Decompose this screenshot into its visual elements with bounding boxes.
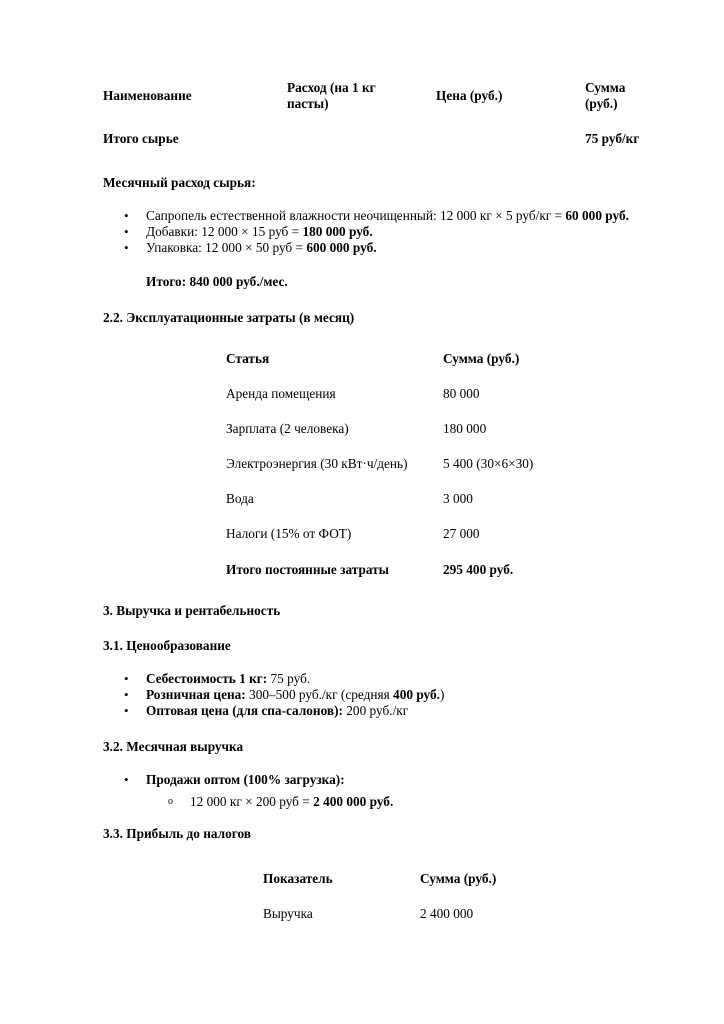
list-item: • Упаковка: 12 000 × 50 руб = 600 000 руб. xyxy=(122,240,662,256)
top-table-total-label: Итого сырье xyxy=(103,131,179,146)
list-item: • Добавки: 12 000 × 15 руб = 180 000 руб. xyxy=(122,224,662,240)
op-costs-total-label: Итого постоянные затраты xyxy=(226,562,390,577)
op-costs-header-item: Статья xyxy=(226,351,270,366)
monthly-raw-heading: Месячный расход сырья: xyxy=(103,175,256,190)
top-table-header-usage: Расход (на 1 кг пасты) xyxy=(287,80,376,111)
table-row-value: 5 400 (30×6×30) xyxy=(443,456,534,471)
table-row-label: Электроэнергия (30 кВт·ч/день) xyxy=(226,456,408,471)
table-row-label: Вода xyxy=(226,491,254,506)
top-table-header-sum: Сумма (руб.) xyxy=(585,80,626,111)
top-table-header-price: Цена (руб.) xyxy=(436,88,503,103)
top-table-header-name: Наименование xyxy=(103,88,192,103)
list-item: o 12 000 кг × 200 руб = 2 400 000 руб. xyxy=(166,794,646,810)
pricing-list xyxy=(122,671,662,719)
revenue-heading: 3.2. Месячная выручка xyxy=(103,739,244,754)
pricing-heading: 3.1. Ценообразование xyxy=(103,638,231,653)
op-costs-total-value: 295 400 руб. xyxy=(443,562,514,577)
revenue-sublist xyxy=(166,794,646,810)
list-item: • Оптовая цена (для спа-салонов): 200 руб./кг xyxy=(122,703,662,719)
top-table-total-sum: 75 руб/кг xyxy=(585,131,640,146)
table-row-value: 27 000 xyxy=(443,526,480,541)
table-row-value: 80 000 xyxy=(443,386,480,401)
revenue-list xyxy=(122,772,662,788)
table-row-label: Выручка xyxy=(263,906,313,921)
list-item: • Розничная цена: 300–500 руб./кг (средняя 400 руб.) xyxy=(122,687,662,703)
table-row-value: 3 000 xyxy=(443,491,473,506)
table-row-value: 2 400 000 xyxy=(420,906,474,921)
monthly-raw-total: Итого: 840 000 руб./мес. xyxy=(146,274,288,289)
op-costs-header-sum: Сумма (руб.) xyxy=(443,351,520,366)
table-row-label: Налоги (15% от ФОТ) xyxy=(226,526,352,541)
monthly-raw-list xyxy=(122,208,662,256)
list-item: • Себестоимость 1 кг: 75 руб. xyxy=(122,671,662,687)
profit-header-metric: Показатель xyxy=(263,871,333,886)
list-item: • Продажи оптом (100% загрузка): xyxy=(122,772,662,788)
table-row-value: 180 000 xyxy=(443,421,487,436)
profit-header-sum: Сумма (руб.) xyxy=(420,871,497,886)
table-row-label: Аренда помещения xyxy=(226,386,336,401)
profit-heading: 3.3. Прибыль до налогов xyxy=(103,826,251,841)
section3-heading: 3. Выручка и рентабельность xyxy=(103,603,281,618)
table-row-label: Зарплата (2 человека) xyxy=(226,421,349,436)
op-costs-heading: 2.2. Эксплуатационные затраты (в месяц) xyxy=(103,310,355,325)
list-item: • Сапропель естественной влажности неочищенный: 12 000 кг × 5 руб/кг = 60 000 руб. xyxy=(122,208,662,224)
